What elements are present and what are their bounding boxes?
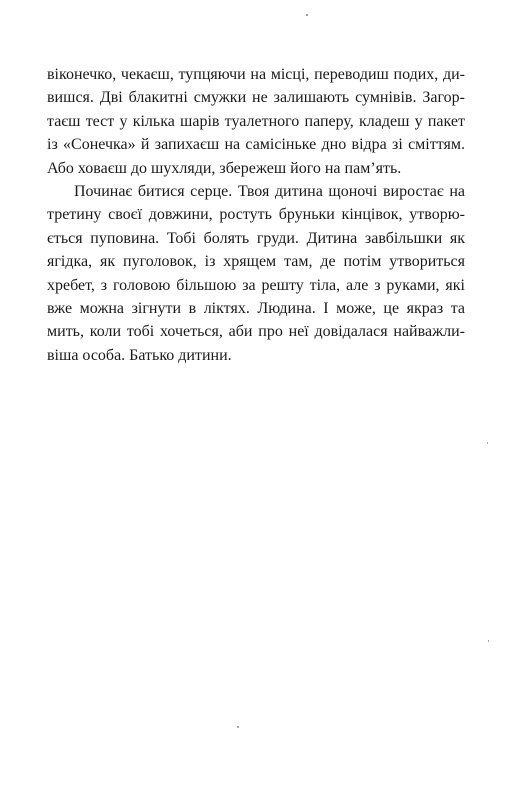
text-line: Або ховаєш до шухляди, збережеш його на пам’ять.	[47, 159, 402, 177]
text-line: віконечко, чекаєш, тупцяючи на місці, переводиш подих, ди-	[47, 66, 465, 83]
print-speck	[487, 442, 488, 444]
paragraph-2	[47, 180, 465, 367]
text-line: таєш тест у кілька шарів туалетного паперу, кладеш у пакет	[47, 112, 465, 130]
print-speck	[488, 640, 489, 642]
text-line: хребет, з головою більшою за решту тіла, але з руками, які	[47, 276, 465, 294]
print-speck	[306, 14, 308, 16]
text-line: вже можна зігнути в ліктях. Людина. І може, це якраз та	[47, 300, 465, 318]
text-line: із «Сонечка» й запихаєш на самісіньке дно відра зі сміттям.	[47, 136, 465, 154]
text-line: віша особа. Батько дитини.	[47, 346, 232, 364]
print-speck	[237, 726, 239, 728]
text-line: ягідка, як пуголовок, із хрящем там, де потім утвориться	[47, 253, 465, 271]
text-line: мить, коли тобі хочеться, аби про неї довідалася найважли-	[47, 323, 465, 341]
text-line: ється пуповина. Тобі болять груди. Дитина завбільшки як	[47, 229, 465, 247]
body-text	[47, 63, 465, 367]
text-line: третину своєї довжини, ростуть бруньки кінцівок, утворю-	[47, 206, 465, 224]
text-line: вишся. Дві блакитні смужки не залишають сумнівів. Загор-	[47, 89, 465, 107]
paragraph-1	[47, 63, 465, 180]
text-line: Починає битися серце. Твоя дитина щоночі виростає на	[74, 183, 465, 201]
